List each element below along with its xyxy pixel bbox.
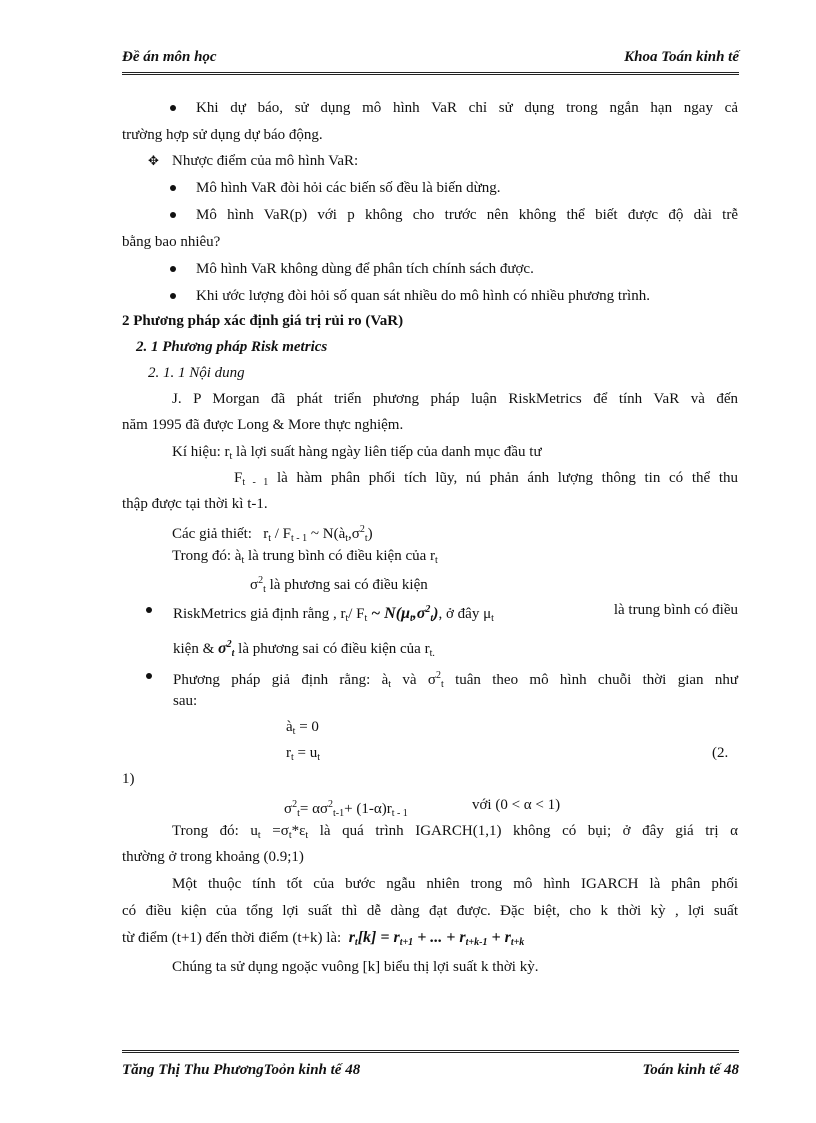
riskmetrics-assumption-line1: RiskMetrics giả định rằng , $r_t/$ $F_t$ ~ $N(\mu_t,\sigma^2_t)$, ở đây $\mu_t$ là trung bình có điều	[173, 601, 738, 628]
drawback-item-4: Khi ước lượng đòi hỏi số quan sát nhiều do mô hình có nhiều phương trình.	[196, 288, 650, 304]
footer-class: Toán kinh tế 48	[642, 1062, 739, 1078]
equation-mean: $à_t = 0$	[286, 719, 319, 737]
drawback-item-2-line1: Mô hình VaR(p) với p không cho trước nên không thể biết được độ dài trễ	[196, 207, 738, 223]
equation-variance: $\sigma^2_t= \alpha\sigma^2_{t-1}+ (1-\alpha)r_{t - 1}$	[284, 799, 408, 819]
paragraph-morgan-line1: J. P Morgan đã phát triển phương pháp luận RiskMetrics để tính VaR và đến	[172, 391, 738, 407]
diamond-bullet-icon: ✥	[148, 153, 159, 168]
header-left-title: Đề án môn học	[122, 49, 217, 65]
drawback-item-3: Mô hình VaR không dùng để phân tích chính sách được.	[196, 261, 534, 277]
bracket-notation-paragraph: Chúng ta sử dụng ngoặc vuông [k] biểu thị lợi suất k thời kỳ.	[172, 959, 539, 975]
bullet-forecast-line1: Khi dự báo, sử dụng mô hình VaR chỉ sử dụng trong ngắn hạn ngay cả	[196, 100, 738, 116]
drawback-item-2-line2: bằng bao nhiêu?	[122, 234, 221, 250]
igarch-paragraph-line1: Trong đó: $u_t =\sigma_t*\varepsilon_t$ là quá trình IGARCH(1,1) không có bụi; ở đây giá trị α	[172, 823, 739, 841]
drawback-item-1: Mô hình VaR đòi hỏi các biến số đều là biến dừng.	[196, 180, 501, 196]
paragraph-morgan-line2: năm 1995 đã được Long & More thực nghiệm.	[122, 417, 404, 433]
random-walk-paragraph-line2: có điều kiện của tổng lợi suất thì dễ dàng đạt được. Đặc biệt, cho k thời kỳ , lợi suất	[122, 903, 738, 919]
symbol-rt-definition: Kí hiệu: $r_t$ là lợi suất hàng ngày liên tiếp của danh mục đầu tư	[172, 444, 542, 462]
equation-variance-condition: với (0 < α < 1)	[472, 797, 561, 813]
symbol-F-definition-line2: thập được tại thời kì t-1.	[122, 496, 268, 512]
header-right-title: Khoa Toán kinh tế	[624, 49, 739, 65]
section-heading-2: 2 Phương pháp xác định giá trị rủi ro (VaR)	[122, 313, 404, 329]
where-variance-line: $\sigma^2_t$ là phương sai có điều kiện	[250, 575, 428, 595]
assumptions-line: Các giả thiết: $r_t / F_{t - 1}$ ~ $N(à_t,\sigma^2_t)$	[172, 524, 373, 544]
random-walk-paragraph-line1: Một thuộc tính tốt của bước ngẫu nhiên trong mô hình IGARCH là phân phối	[172, 876, 738, 892]
drawbacks-title: Nhược điểm của mô hình VaR:	[172, 153, 359, 169]
method-assumption-line1: Phương pháp giả định rằng: $à_t$ và $\sigma^2_t$ tuân theo mô hình chuỗi thời gian như	[173, 667, 738, 694]
equation-number-part1: (2.	[712, 745, 729, 761]
where-mean-line: Trong đó: $à_t$ là trung bình có điều kiện của $r_t$	[172, 548, 438, 566]
page-footer	[122, 1050, 739, 1085]
bullet-forecast-line2: trường hợp sử dụng dự báo động.	[122, 127, 323, 143]
equation-return: $r_t = u_t$	[286, 745, 321, 763]
riskmetrics-assumption-line2: kiện & $\sigma^2_t$ là phương sai có điều kiện của $r_{t.}$	[173, 639, 435, 659]
symbol-F-definition-line1: $F_{t - 1}$ là hàm phân phối tích lũy, nú phản ánh lượng thông tin có thể thu	[234, 470, 739, 488]
section-heading-2-1: 2. 1 Phương pháp Risk metrics	[136, 339, 328, 355]
section-heading-2-1-1: 2. 1. 1 Nội dung	[148, 365, 245, 381]
igarch-paragraph-line2: thường ở trong khoảng (0.9;1)	[122, 849, 304, 865]
method-assumption-line2: sau:	[173, 693, 198, 709]
page-header	[122, 46, 739, 75]
equation-number-part2: 1)	[122, 771, 135, 787]
footer-author: Tăng Thị Thu PhươngToỏn kinh tế 48	[122, 1062, 361, 1078]
random-walk-paragraph-line3: từ điểm (t+1) đến thời điểm (t+k) là: $r_t[k] = r_{t+1}$ + ... + $r_{t+k-1} + r_{t+k}$	[122, 929, 525, 948]
